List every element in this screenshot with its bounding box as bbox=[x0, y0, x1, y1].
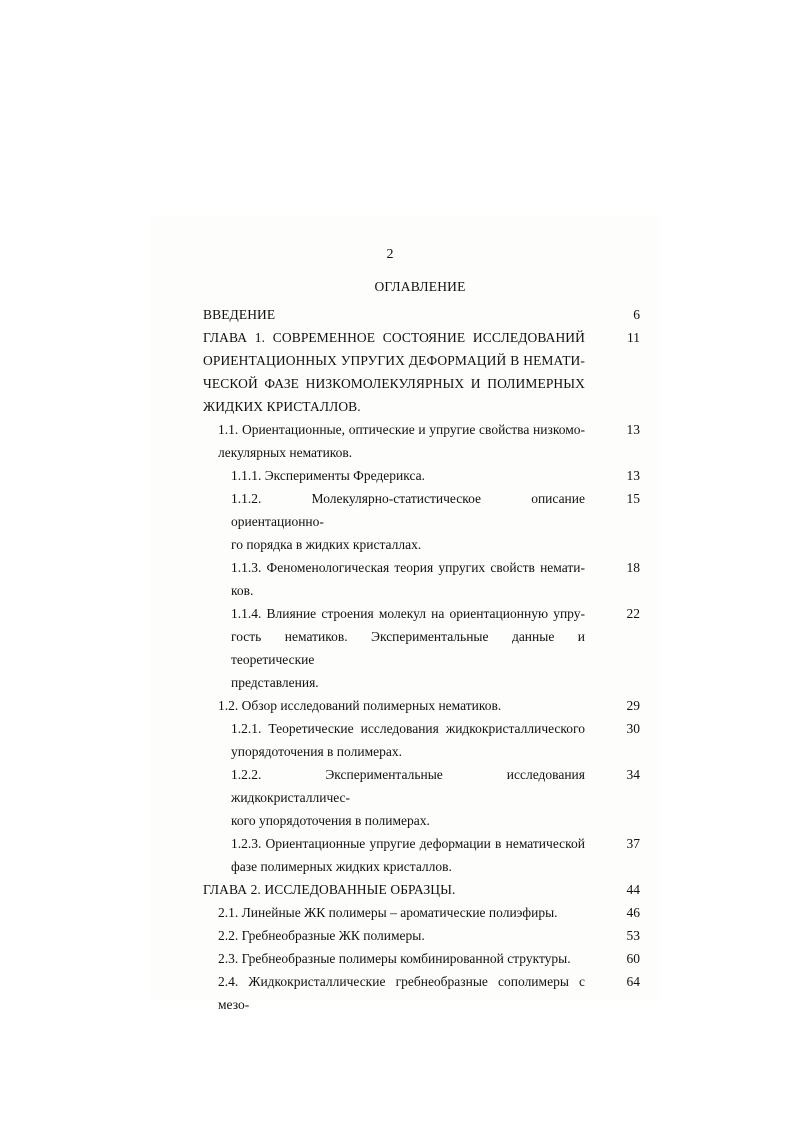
toc-entry[interactable] bbox=[203, 487, 640, 556]
toc-entry-title-line: кого упорядоточения в полимерах. bbox=[231, 813, 430, 828]
toc-entry-title-line: ГЛАВА 2. ИССЛЕДОВАННЫЕ ОБРАЗЦЫ. bbox=[203, 882, 456, 897]
toc-entry[interactable] bbox=[203, 901, 640, 924]
toc-entry-page: 22 bbox=[626, 606, 640, 621]
toc-entry[interactable] bbox=[203, 464, 640, 487]
toc-entry[interactable] bbox=[203, 602, 640, 694]
toc-entry-title-line: 1.2.2. Экспериментальные исследования жидкокристалличес- bbox=[231, 767, 585, 805]
toc-entry-page: 64 bbox=[626, 974, 640, 989]
toc-entry[interactable] bbox=[203, 326, 640, 418]
toc-entry-page: 34 bbox=[626, 767, 640, 782]
toc-entry-title-line: 1.2.1. Теоретические исследования жидкокристаллического bbox=[231, 721, 585, 736]
toc-entry[interactable] bbox=[203, 763, 640, 832]
toc-entry-title-line: 1.2. Обзор исследований полимерных нематиков. bbox=[218, 698, 502, 713]
toc-entry-page: 53 bbox=[626, 928, 640, 943]
table-of-contents bbox=[203, 303, 640, 1016]
toc-entry-title-line: упорядоточения в полимерах. bbox=[231, 744, 402, 759]
toc-entry-title-line: фазе полимерных жидких кристаллов. bbox=[231, 859, 452, 874]
toc-entry-page: 6 bbox=[633, 307, 640, 322]
toc-entry[interactable] bbox=[203, 970, 640, 1016]
toc-entry-title-line: 1.1. Ориентационные, оптические и упругие свойства низкомо- bbox=[218, 422, 585, 437]
toc-entry[interactable] bbox=[203, 717, 640, 763]
toc-entry-page: 13 bbox=[626, 422, 640, 437]
toc-entry-title-line: 2.2. Гребнеобразные ЖК полимеры. bbox=[218, 928, 425, 943]
toc-entry-page: 11 bbox=[627, 330, 640, 345]
toc-entry-page: 15 bbox=[626, 491, 640, 506]
toc-entry[interactable] bbox=[203, 947, 640, 970]
toc-entry-page: 29 bbox=[626, 698, 640, 713]
toc-entry-title-line: го порядка в жидких кристаллах. bbox=[231, 537, 422, 552]
toc-entry[interactable] bbox=[203, 303, 640, 326]
toc-entry-page: 37 bbox=[626, 836, 640, 851]
toc-entry-title-line: представления. bbox=[231, 675, 319, 690]
toc-entry-title-line: 1.1.3. Феноменологическая теория упругих свойств немати- bbox=[231, 560, 585, 575]
toc-entry-title-line: ГЛАВА 1. СОВРЕМЕННОЕ СОСТОЯНИЕ ИССЛЕДОВАНИЙ bbox=[203, 330, 585, 345]
toc-entry-page: 46 bbox=[626, 905, 640, 920]
toc-entry-title-line: ЧЕСКОЙ ФАЗЕ НИЗКОМОЛЕКУЛЯРНЫХ И ПОЛИМЕРНЫХ bbox=[203, 376, 585, 391]
toc-entry[interactable] bbox=[203, 418, 640, 464]
toc-entry-title-line: 1.1.2. Молекулярно-статистическое описание ориентационно- bbox=[231, 491, 585, 529]
toc-entry-title-line: ВВЕДЕНИЕ bbox=[203, 307, 276, 322]
toc-entry-title-line: гость нематиков. Экспериментальные данные и теоретические bbox=[231, 629, 585, 667]
toc-entry-title-line: 1.1.1. Эксперименты Фредерикса. bbox=[231, 468, 425, 483]
toc-entry-title-line: 2.4. Жидкокристаллические гребнеобразные сополимеры с мезо- bbox=[218, 974, 585, 1012]
toc-entry-page: 30 bbox=[626, 721, 640, 736]
toc-entry-page: 18 bbox=[626, 560, 640, 575]
page-number: 2 bbox=[386, 247, 394, 262]
toc-entry-title-line: лекулярных нематиков. bbox=[218, 445, 353, 460]
toc-entry[interactable] bbox=[203, 924, 640, 947]
toc-entry-title-line: 2.3. Гребнеобразные полимеры комбинированной структуры. bbox=[218, 951, 571, 966]
toc-heading: ОГЛАВЛЕНИЕ bbox=[374, 279, 466, 294]
toc-entry[interactable] bbox=[203, 556, 640, 602]
toc-entry-title-line: ОРИЕНТАЦИОННЫХ УПРУГИХ ДЕФОРМАЦИЙ В НЕМАТИ- bbox=[203, 353, 585, 368]
toc-entry-title-line: 1.2.3. Ориентационные упругие деформации в нематической bbox=[231, 836, 585, 851]
toc-entry-title-line: 1.1.4. Влияние строения молекул на ориентационную упру- bbox=[231, 606, 585, 621]
toc-entry[interactable] bbox=[203, 694, 640, 717]
toc-entry[interactable] bbox=[203, 878, 640, 901]
toc-entry-page: 44 bbox=[626, 882, 640, 897]
toc-entry-title-line: 2.1. Линейные ЖК полимеры – ароматические полиэфиры. bbox=[218, 905, 558, 920]
toc-entry-page: 13 bbox=[626, 468, 640, 483]
toc-entry-title-line: ков. bbox=[231, 583, 254, 598]
toc-entry-title-line: ЖИДКИХ КРИСТАЛЛОВ. bbox=[203, 399, 361, 414]
toc-entry-page: 60 bbox=[626, 951, 640, 966]
toc-entry[interactable] bbox=[203, 832, 640, 878]
